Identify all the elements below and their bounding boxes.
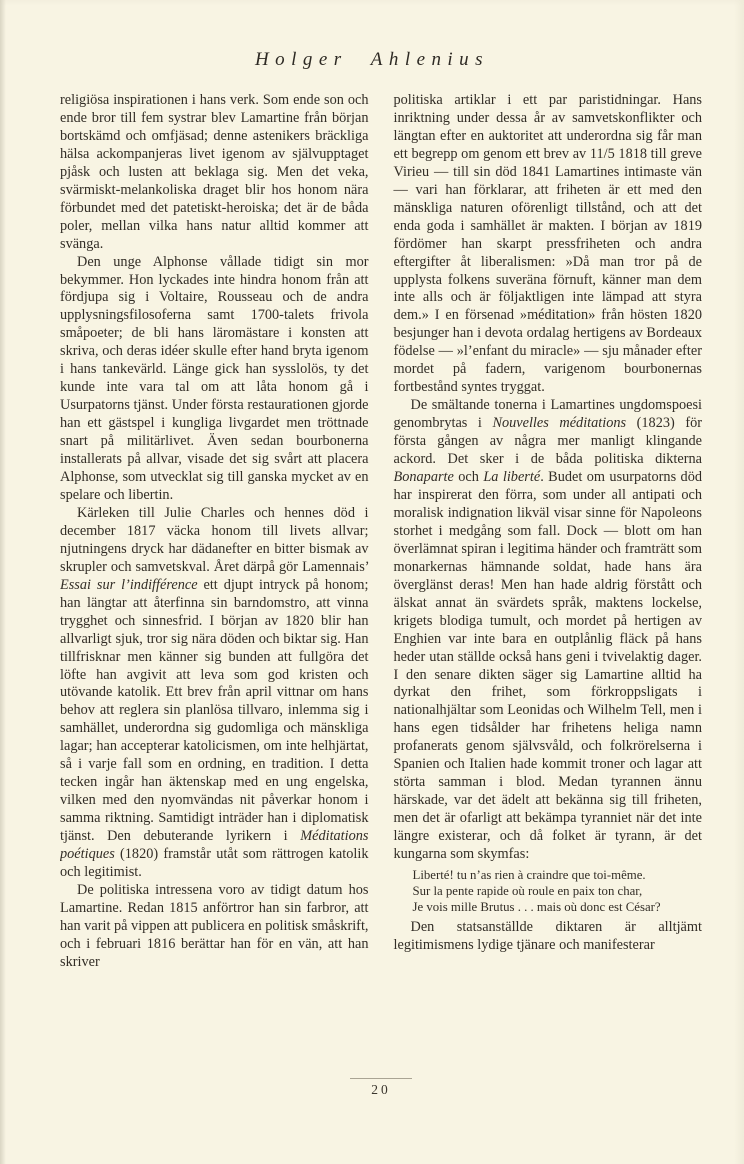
verse-line: Sur la pente rapide où roule en paix ton char, (412, 884, 643, 899)
body-text: religiösa inspirationen i hans verk. Som ende son och ende bror till fem systrar blev Lamartine från början bortskämd och omfjäsad; denne astenikers bräckliga hälsa ackompanjeras livet igenom av självupptaget pjåsk och lusten att beklaga sig. Men det veka, svärmiskt-melankoliska draget blir hos honom nära förbundet med det patetiskt-heroiska; det är de båda poler, mellan vilka hans natur alltid kommer att svänga. (60, 92, 369, 252)
paragraph (60, 882, 369, 972)
running-header: Holger Ahlenius (255, 49, 489, 70)
body-text: De smältande tonerna i Lamartines ungdomspoesi genombrytas i (393, 397, 702, 432)
body-text: och (453, 469, 484, 486)
work-title-text: Essai sur l’indifférence (60, 576, 198, 593)
body-text: Kärleken till Julie Charles och hennes död i december 1817 väcka honom till livets allvar; njutningens dryck har dädanefter en bitter bismak av skrupler och samvetskval. Året därpå gör Lamennais’ (60, 504, 369, 575)
body-text: (1820) framstår utåt som rättrogen katolik och legitimist. (60, 846, 369, 880)
body-text: Den unge Alphonse vållade tidigt sin mor bekymmer. Hon lyckades inte hindra honom från att fördjupa sig i Voltaire, Rousseau och de andra upplysningsfilosoferna samt 1700-talets frivola småpoeter; de bli hans läromästare i konsten att skriva, och deras idéer skulle efter hand bryta igenom i hans tankevärld. Länge gick han sysslolös, ty det kunde inte vara tal om att låta honom gå i Usurpatorns tjänst. Under första restaurationen gjorde han ett gästspel i kungliga livgardet men tröttnade snart på militärlivet. Även sedan bourbonerna installerats på allvar, visade det sig svårt att placera Alphonse, som utvecklat sig till ganska mycket av en spelare och libertin. (60, 253, 369, 503)
footer-rule (350, 1078, 412, 1079)
text-columns (60, 92, 702, 1084)
work-title-text: Nouvelles méditations (492, 415, 627, 432)
paragraph (394, 397, 703, 864)
verse-line: Liberté! tu n’as rien à craindre que toi-même. (412, 867, 646, 882)
verse-quote (413, 867, 703, 916)
paragraph (394, 919, 703, 955)
paragraph (60, 92, 369, 254)
body-text: Den statsanställde diktaren är alltjämt legitimismens lydige tjänare och manifesterar (393, 918, 702, 953)
page-footer (60, 1078, 702, 1098)
work-title-text: Méditations poétiques (60, 828, 369, 863)
paragraph (60, 505, 369, 882)
column-right (394, 92, 703, 1084)
body-text: (1823) för första gången av några mer manligt klingande ackord. Det sker i de båda politiska dikterna (393, 415, 702, 468)
body-text: . Budet om usurpatorns död har inspirerat den förra, som under all antipati och moralisk indignation likväl visar sinne för Napoleons storhet i medgång som fall. Dock — blott om han överlämnat spiran i legitima händer och framträtt som monarkernas hämnande soldat, hade hans ära överglänst deras! Men han hade aldrig förstått och älskat annat än svärdets språk, maktens lockelse, krigets blodiga tumult, och mordet på hertigen av Enghien var inte bara en outplånlig fläck på hans heder utan ställde också hans geni i tvivelaktig dager. I den senare dikten säger sig Lamartine alltid ha dyrkat den frihet, som förkroppsligats i nationalhjältar som Leonidas och Wilhelm Tell, men i hans egen tidsålder har frihetens heliga namn profanerats genom självsvåld, och folkrörelserna i Spanien och Italien hade kommit troner och lagar att störta samman i blod. Medan tyrannen ännu härskade, var det ädelt att bekänna sig till friheten, men det är ofarligt att bekämpa tyranniet när det inte längre existerar, och då folket är tyrann, är det kungarna som skymfas: (393, 469, 702, 863)
body-text: politiska artiklar i ett par paristidningar. Hans inriktning under dessa år av samvetskonflikter och längtan efter en auktoritet att underordna sig får man ett begrepp om genom ett brev av 11/5 1818 till greve Virieu — till sin död 1841 Lamartines intimaste vän — vari han förklarar, att friheten är ett med den mänskliga naturen oförenligt tillstånd, och att det enda goda i samhället är makten. I början av 1819 fördömer han skarpt pressfriheten och andra eftergifter åt liberalismen: »Då man tror på de upplysta folkens suveräna förnuft, känner man dem inte alls och är följaktligen inte lämpad att styra dem.» I en försenad »méditation» från hösten 1820 besjunger han i devota ordalag hertigens av Bordeaux födelse — »l’enfant du miracle» — sju månader efter mordet på fadern, varigenom bourbonernas fortbestånd syntes tryggat. (393, 92, 702, 396)
verse-line: Je vois mille Brutus . . . mais où donc est César? (412, 900, 661, 915)
body-text: De politiska intressena voro av tidigt datum hos Lamartine. Redan 1815 anförtror han sin farbror, att han varit på vippen att publicera en politisk småskrift, och i februari 1816 berättar han för en vän, att han skriver (60, 881, 369, 970)
paragraph (394, 92, 703, 397)
work-title-text: La liberté (483, 469, 541, 486)
work-title-text: Bonaparte (393, 469, 454, 486)
column-left (60, 92, 369, 1084)
page-number: 20 (371, 1082, 391, 1097)
paragraph (60, 254, 369, 505)
body-text: ett djupt intryck på honom; han längtar att återfinna sin barndomstro, att vinna trygghet och sinnesfrid. I början av 1820 blir han allvarligt sjuk, tror sig nära döden och biktar sig. Han tillfrisknar men känner sig bunden att fullgöra det löfte han avgivit att leva som god kristen och utövande katolik. Ett brev från april vittnar om hans behov att reglera sin planlösa tillvaro, inlemma sig i samhället, underordna sig gudomliga och mänskliga lagar; han accepterar katolicismen, om inte helhjärtat, så i varje fall som en ordning, en tradition. I detta tecken ingår han äktenskap med en ung engelska, vilken med den nyomvändas nit påverkar honom i samma riktning. Samtidigt inträder han i diplomatisk tjänst. Den debuterande lyrikern i (60, 576, 369, 845)
